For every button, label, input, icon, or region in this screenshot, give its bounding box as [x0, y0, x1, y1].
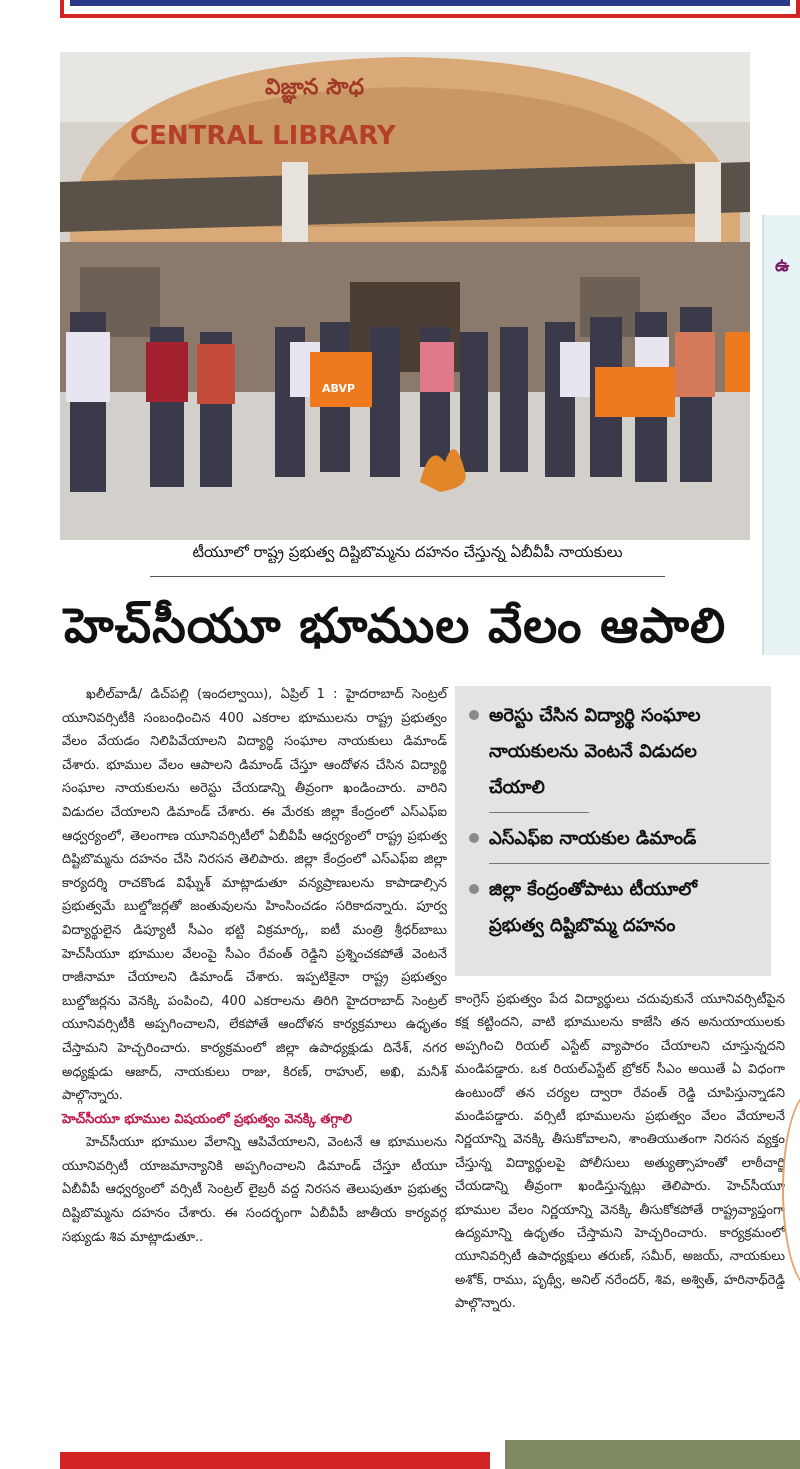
caption-underline [150, 576, 665, 577]
highlight-divider [489, 812, 589, 813]
adjacent-photo-strip [505, 1440, 800, 1469]
highlight-item [469, 872, 757, 944]
adjacent-article-panel [762, 215, 800, 655]
bullet-icon [469, 710, 479, 720]
highlight-item [469, 821, 757, 857]
photo-caption: టీయూలో రాష్ట్ర ప్రభుత్వ దిష్టిబొమ్మను దహనం చేస్తున్న ఏబీవీపీ నాయకులు [192, 543, 623, 561]
highlight-item [469, 698, 757, 806]
top-frame-border [60, 0, 800, 18]
flag-label: ABVP [322, 382, 356, 395]
article-body-left [62, 683, 447, 1249]
bullet-icon [469, 833, 479, 843]
highlight-divider [489, 863, 769, 864]
bottom-red-bar [60, 1452, 490, 1469]
highlight-text: ఎస్‌ఎఫ్‌ఐ నాయకుల డిమాండ్ [489, 828, 697, 849]
article-subhead: హెచ్‌సీయూ భూముల విషయంలో ప్రభుత్వం వెనక్కి తగ్గాలి [62, 1111, 353, 1127]
highlights-box [455, 686, 771, 976]
news-photo [60, 52, 750, 540]
article-paragraph: ఖలీల్‌వాడీ/ డిచ్‌పల్లి (ఇందల్వాయి), ఏప్రిల్ 1 : హైదరాబాద్ సెంట్రల్ యూనివర్సిటీకి సంబంధించిన 400 ఎకరాల భూములను రాష్ట్ర ప్రభుత్వం వేలం వేయడం నిలిపివేయాలని విద్యార్థి సంఘాల నాయకులు డిమాండ్ చేశారు. భూముల వేలం ఆపాలని డిమాండ్ చేస్తూ ఆందోళన చేసిన విద్యార్థి సంఘాల నాయకులను అరెస్టు చేయడాన్ని తీవ్రంగా ఖండించారు. వారిని విడుదల చేయాలని డిమాండ్ చేశారు. ఈ మేరకు జిల్లా కేంద్రంలో ఎస్‌ఎఫ్‌ఐ ఆధ్వర్యంలో, తెలంగాణ యూనివర్సిటీలో ఏబీవీపీ ఆధ్వర్యంలో రాష్ట్ర ప్రభుత్వ దిష్టిబొమ్మను దహనం చేసి నిరసన తెలిపారు. జిల్లా కేంద్రంలో ఎస్‌ఎఫ్‌ఐ జిల్లా కార్యదర్శి రాచకొండ విఘ్నేశ్ మాట్లాడుతూ వన్యప్రాణులను కాపాడాల్సిన ప్రభుత్వమే బుల్డోజర్లతో జంతువులను హింసించడం సరికాదన్నారు. పూర్వ విద్యార్థులైన డిప్యూటీ సీఎం భట్టి విక్రమార్క, ఐటీ మంత్రి శ్రీధర్‌బాబు హెచ్‌సీయూ భూముల వేలంపై సీఎం రేవంత్ రెడ్డిని ప్రశ్నించకపోతే వెంటనే రాజీనామా చేయాలని డిమాండ్ చేశారు. ఇప్పటికైనా రాష్ట్ర ప్రభుత్వం బుల్డోజర్లను వెనక్కి పంపించి, 400 ఎకరాలను తిరిగి హైదరాబాద్ సెంట్రల్ యూనివర్సిటీకి అప్పగించాలని, లేకపోతే ఆందోళన కార్యక్రమాలు ఉధృతం చేస్తామని హెచ్చరించారు. కార్యక్రమంలో జిల్లా ఉపాధ్యక్షుడు దినేశ్, నగర అధ్యక్షుడు ఆజాద్, నాయకులు రాజు, కిరణ్, రాహుల్, అఖి, మనీశ్ పాల్గొన్నారు. [62, 687, 447, 1104]
highlight-text: అరెస్టు చేసిన విద్యార్థి సంఘాల నాయకులను వెంటనే విడుదల చేయాలి [489, 705, 701, 798]
headline: హెచ్‌సీయూ భూముల వేలం ఆపాలి [64, 598, 727, 654]
building-sign-english: CENTRAL LIBRARY [130, 121, 396, 151]
building-sign-telugu: విజ్ఞాన సౌధ [265, 75, 365, 100]
highlight-text: జిల్లా కేంద్రంతోపాటు టీయూలో ప్రభుత్వ దిష్టిబొమ్మ దహనం [489, 879, 698, 936]
adjacent-article-letter: ఉ [775, 255, 790, 276]
bullet-icon [469, 884, 479, 894]
article-paragraph: హెచ్‌సీయూ భూముల వేలాన్ని ఆపివేయాలని, వెంటనే ఆ భూములను యూనివర్సిటీ యాజమాన్యానికి అప్పగించాలని డిమాండ్ చేస్తూ టీయూ ఏబీవీపీ ఆధ్వర్యంలో వర్సిటీ సెంట్రల్ లైబ్రరీ వద్ద నిరసన తెలుపుతూ ప్రభుత్వ దిష్టిబొమ్మను దహనం చేశారు. ఈ సందర్భంగా ఏబీవీపీ జాతీయ కార్యవర్గ సభ్యుడు శివ మాట్లాడుతూ.. [62, 1135, 447, 1245]
article-body-right: కాంగ్రెస్ ప్రభుత్వం పేద విద్యార్థులు చదువుకునే యూనివర్సిటీపైన కక్ష కట్టిందని, వాటి భూములను కాజేసి తన అనుయాయులకు అప్పగించి రియల్ ఎస్టేట్ వ్యాపారం చేయాలని చూస్తున్నదని మండిపడ్డారు. ఒక రియల్‌ఎస్టేట్ బ్రోకర్ సీఎం అయితే ఏ విధంగా ఉంటుందో తన చర్యల ద్వారా రేవంత్ రెడ్డి చూపిస్తున్నాడని మండిపడ్డారు. వర్సిటీ భూములను ప్రభుత్వం వేలం వేయాలనే నిర్ణయాన్ని వెనక్కి తీసుకోవాలని, శాంతియుతంగా నిరసన వ్యక్తం చేస్తున్న విద్యార్థులపై పోలీసులు అత్యుత్సాహంతో లాఠీచార్జి చేయడాన్ని తీవ్రంగా ఖండిస్తున్నట్లు తెలిపారు. హెచ్‌సీయూ భూముల వేలం నిర్ణయాన్ని వెనక్కి తీసుకోకపోతే రాష్ట్రవ్యాప్తంగా ఉద్యమాన్ని ఉధృతం చేస్తామని హెచ్చరించారు. కార్యక్రమంలో యూనివర్సిటీ ఉపాధ్యక్షులు తరుణ్, సమీర్, అజయ్, నాయకులు అశోక్, రాము, పృథ్వీ, అనిల్ నరేందర్, శివ, అశ్విత్, హరినాథ్‌రెడ్డి పాల్గొన్నారు. [455, 992, 785, 1312]
